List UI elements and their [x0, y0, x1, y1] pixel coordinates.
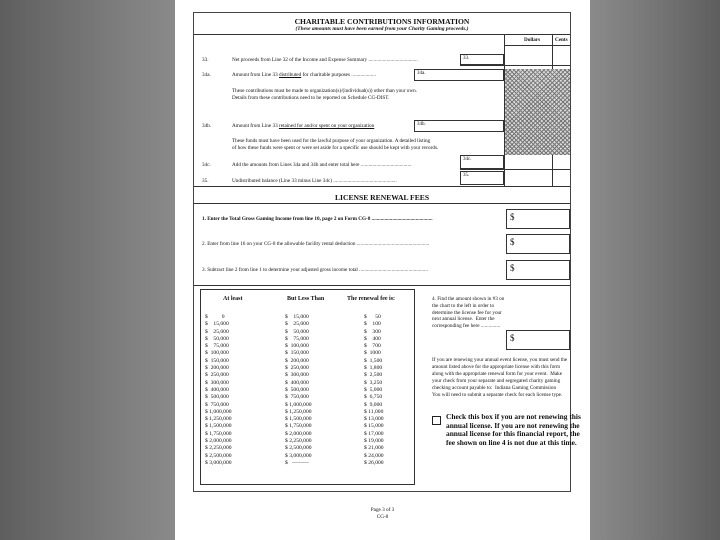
- fee-at-least-cell: $ 400,000: [205, 386, 229, 393]
- fee-at-least-cell: $ 1,500,000: [205, 423, 232, 430]
- line-34a-num: 34a.: [202, 72, 211, 78]
- fee-less-than-cell: $ 3,000,000: [285, 452, 312, 459]
- renewal-note-line: If you are renewing your annual event license, you must send the: [432, 357, 568, 363]
- fee-amount-cell: $ 19,000: [364, 438, 384, 445]
- line-4-text-line: determine the license fee for your: [432, 309, 502, 316]
- fee-amount-cell: $ 400: [364, 335, 381, 342]
- license-line-3: 3. Subtract line 2 from line 1 to determine your adjusted gross income total .....................................................: [202, 267, 428, 273]
- fee-at-least-cell: $ 25,000: [205, 328, 229, 335]
- fee-at-least-cell: $ 250,000: [205, 372, 229, 379]
- fee-amount-cell: $ 2,500: [364, 372, 383, 379]
- fee-at-least-cell: $ 0: [205, 314, 225, 320]
- line-34b-text: Amount from Line 33 retained for and/or spent on your organization: [232, 123, 375, 129]
- fee-less-than-cell: $ 2,000,000: [285, 430, 312, 437]
- fee-at-least-cell: $ 2,250,000: [205, 445, 232, 452]
- line-33-box-label: 33.: [463, 56, 470, 61]
- line-34a-note-2: Details from these contributions need to be reported on Schedule CG-DIST.: [232, 95, 390, 101]
- renewal-instructions: [432, 357, 567, 398]
- license-line-1-input[interactable]: $: [506, 209, 570, 229]
- fee-less-than-cell: $ 25,000: [285, 321, 309, 328]
- fee-amount-cell: $ 17,000: [364, 430, 384, 437]
- fee-amount-cell: $ 3,250: [364, 379, 383, 386]
- line-34c-box-label: 34c.: [463, 157, 472, 162]
- fee-less-than-cell: $ 75,000: [285, 335, 309, 342]
- fee-at-least-cell: $ 200,000: [205, 365, 229, 372]
- line-34a-field[interactable]: [414, 69, 504, 81]
- section-subtitle: (These amounts must have been earned from your Charity Gaming proceeds.): [295, 26, 469, 32]
- line-4-text-line: next annual license. Enter the: [432, 316, 495, 323]
- line-35-field[interactable]: [460, 171, 504, 185]
- line-4-text-line: corresponding fee here ...............: [432, 323, 501, 330]
- fee-less-than-cell: $ 15,000: [285, 314, 309, 320]
- fee-less-than-cell: $ 200,000: [285, 357, 309, 364]
- fee-less-than-cell: $ 1,750,000: [285, 423, 312, 430]
- fee-less-than-cell: $ 100,000: [285, 343, 309, 350]
- line-34b-box-label: 34b.: [417, 122, 426, 127]
- fee-amount-cell: $ 24,000: [364, 452, 384, 459]
- col-dollars-header: Dollars: [524, 37, 541, 43]
- line-34b-num: 34b.: [202, 123, 212, 129]
- fee-col-less-than: But Less Than: [287, 296, 325, 302]
- fee-less-than-cell: $ 500,000: [285, 386, 309, 393]
- fee-at-least-cell: $ 1,750,000: [205, 430, 232, 437]
- fee-amount-cell: $ 50: [364, 314, 381, 320]
- fee-less-than-cell: $ 400,000: [285, 379, 309, 386]
- fee-at-least-cell: $ 2,500,000: [205, 452, 232, 459]
- line-4-text-line: the chart to the left in order to: [432, 302, 495, 309]
- fee-at-least-cell: $ 750,000: [205, 401, 229, 408]
- fee-less-than-cell: $ 300,000: [285, 372, 309, 379]
- line-35-text: Undistributed balance (Line 33 minus Line 34c) .................................................: [232, 178, 397, 184]
- line-33-text: Net proceeds from Line 32 of the Income and Expense Summary ......................................: [232, 57, 418, 63]
- col-cents-header: Cents: [555, 37, 568, 43]
- fee-amount-cell: $ 6,750: [364, 394, 383, 401]
- line-34a-note-1: These contributions must be made to organization(s)/(individual(s)) other than your own.: [232, 88, 418, 94]
- renewal-note-line: checking account payable to: Indiana Gaming Commission: [432, 384, 557, 391]
- line-35-box-label: 35.: [463, 173, 470, 178]
- fee-col-renewal: The renewal fee is:: [347, 296, 396, 302]
- fee-amount-cell: $ 1,500: [364, 357, 383, 364]
- fee-amount-cell: $ 300: [364, 328, 381, 335]
- footer-page: Page 3 of 3: [370, 507, 395, 513]
- fee-table: [200, 289, 415, 485]
- form-page: [175, 0, 590, 540]
- fee-col-renewal-values: [364, 314, 384, 467]
- renewal-note-line: amount listed above for the appropriate license with this form: [432, 363, 561, 370]
- fee-amount-cell: $ 21,000: [364, 445, 384, 452]
- fee-less-than-cell: $ 1,250,000: [285, 408, 312, 415]
- fee-amount-cell: $ 1000: [364, 350, 381, 357]
- fee-amount-cell: $ 9,000: [364, 401, 383, 408]
- fee-less-than-cell: $ 50,000: [285, 328, 309, 335]
- footer-form: CG-8: [376, 514, 389, 520]
- section-title-license: LICENSE RENEWAL FEES: [334, 193, 430, 202]
- fee-less-than-cell: $ 250,000: [285, 365, 309, 372]
- fee-less-than-cell: $ 1,500,000: [285, 416, 312, 423]
- fee-at-least-cell: $ 300,000: [205, 379, 229, 386]
- fee-col-less-than-values: [285, 314, 312, 467]
- line-35-num: 35.: [202, 178, 209, 184]
- fee-less-than-cell: $ 1,000,000: [285, 401, 312, 408]
- license-line-2: 2. Enter from line 16 on your CG-8 the allowable facility rental deduction ........................................................: [202, 241, 430, 247]
- renewal-note-line: along with the appropriate renewal form for your event. Make: [432, 370, 563, 377]
- right-background-band: [590, 0, 720, 540]
- fee-at-least-cell: $ 1,000,000: [205, 408, 232, 415]
- left-background-band: [0, 0, 175, 540]
- fee-amount-cell: $ 5,000: [364, 386, 383, 393]
- line-34a-box-label: 34a.: [417, 71, 426, 76]
- fee-amount-cell: $ 13,000: [364, 416, 384, 423]
- section-title-charitable: CHARITABLE CONTRIBUTIONS INFORMATION: [294, 17, 470, 26]
- license-line-3-input[interactable]: $: [506, 260, 570, 280]
- license-line-2-input[interactable]: $: [506, 234, 570, 254]
- renewal-note-line: You will need to submit a separate check for each license type.: [432, 391, 563, 398]
- line-34c-num: 34c.: [202, 162, 211, 168]
- hatched-area: [505, 69, 570, 155]
- fee-at-least-cell: $ 150,000: [205, 357, 229, 364]
- fee-less-than-cell: $ 750,000: [285, 394, 309, 401]
- line-34c-text: Add the amounts from Lines 34a and 34b and enter total here .......................................: [232, 162, 412, 168]
- checkbox-text-line: annual license for this financial report, the: [446, 429, 580, 439]
- fee-amount-cell: $ 26,000: [364, 459, 384, 466]
- checkbox-text-line: annual license. If you are not renewing the: [446, 420, 580, 430]
- fee-at-least-cell: $ 75,000: [205, 343, 229, 350]
- renewal-note-line: your check from your separate and segregated charity gaming: [432, 377, 561, 384]
- fee-less-than-cell: $ 2,500,000: [285, 445, 312, 452]
- form-frame: [193, 12, 581, 492]
- fee-amount-cell: $ 15,000: [364, 423, 384, 430]
- checkbox-text-line: Check this box if you are not renewing this: [446, 412, 581, 421]
- fee-col-at-least: At least: [223, 296, 243, 302]
- not-renewing-text: [446, 413, 581, 447]
- not-renewing-checkbox[interactable]: [432, 416, 441, 425]
- fee-amount-cell: $ 100: [364, 321, 381, 328]
- license-line-4-input[interactable]: $: [506, 330, 570, 350]
- checkbox-text-line: fee shown on line 4 is not due at this time.: [446, 437, 577, 447]
- fee-at-least-cell: $ 1,250,000: [205, 416, 232, 423]
- fee-at-least-cell: $ 3,000,000: [205, 459, 232, 466]
- line-34c-field[interactable]: [460, 155, 504, 169]
- line-34b-note-1: These funds must have been used for the lawful purpose of your organization. A detailed listing: [232, 138, 431, 144]
- line-4-text-line: 4. Find the amount shown in #3 on: [432, 296, 505, 302]
- fee-at-least-cell: $ 15,000: [205, 321, 229, 328]
- line-34b-note-2: of how these funds were spent or were set aside for a specific use should be kept with your records.: [232, 145, 439, 151]
- fee-amount-cell: $ 1,800: [364, 365, 383, 372]
- line-34a-text: Amount from Line 33 distributed for charitable purposes ...................: [232, 72, 376, 78]
- fee-amount-cell: $ 700: [364, 343, 381, 350]
- license-line-4-text: [432, 296, 504, 330]
- fee-less-than-cell: $ 150,000: [285, 350, 309, 357]
- line-33-num: 33.: [202, 57, 209, 63]
- fee-at-least-cell: $ 100,000: [205, 350, 229, 357]
- line-34b-field[interactable]: [414, 120, 504, 132]
- fee-at-least-cell: $ 500,000: [205, 394, 229, 401]
- fee-amount-cell: $ 11,000: [364, 408, 384, 415]
- line-33-field[interactable]: [460, 54, 504, 65]
- license-line-1: 1. Enter the Total Gross Gaming Income from line 10, page 2 on Form CG-8 ...............................................: [202, 216, 433, 222]
- fee-less-than-cell: $ 2,250,000: [285, 438, 312, 445]
- fee-less-than-cell: $ ———: [285, 459, 309, 466]
- fee-col-at-least-values: [205, 314, 232, 467]
- fee-at-least-cell: $ 50,000: [205, 335, 229, 342]
- fee-at-least-cell: $ 2,000,000: [205, 438, 232, 445]
